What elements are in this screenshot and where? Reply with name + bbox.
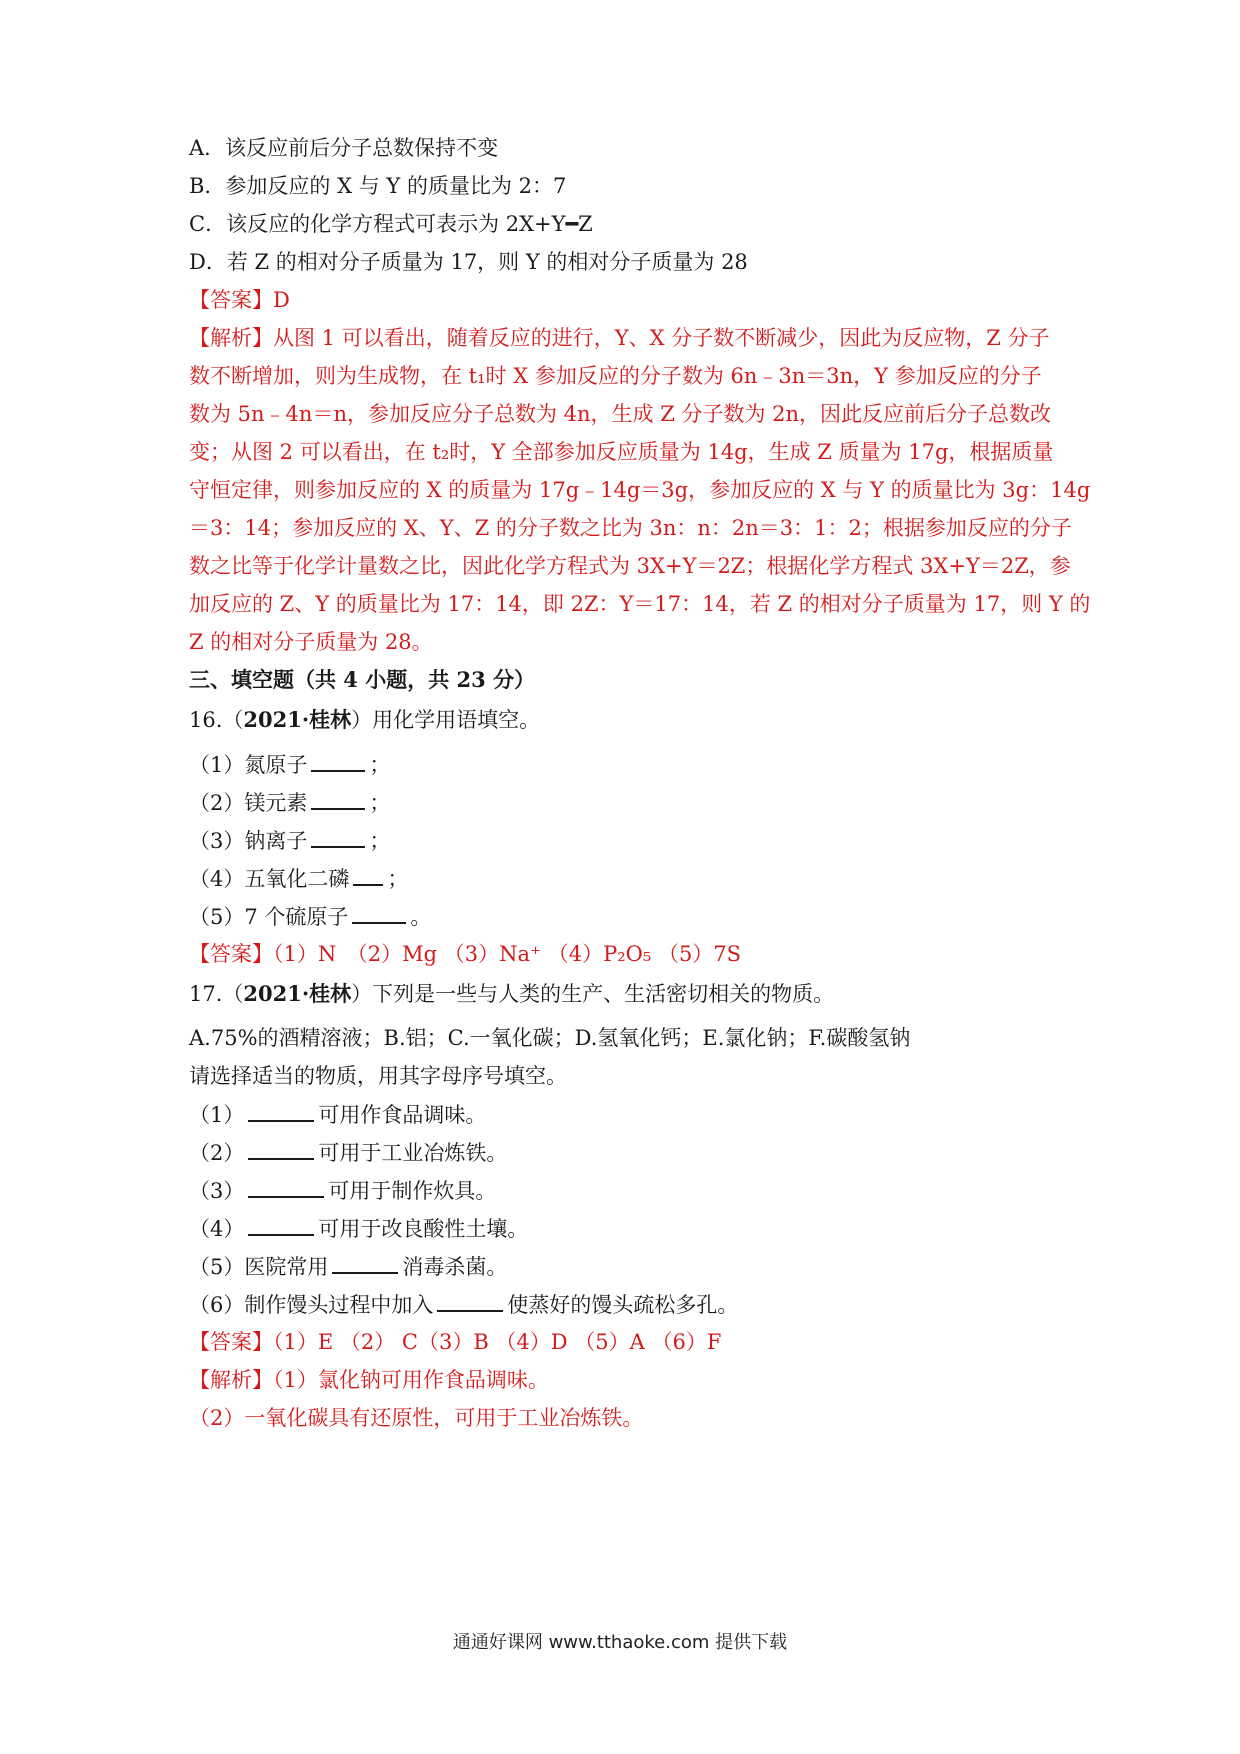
answer-text: （1）N （2）Mg （3）Na⁺ （4）P₂O₅ （5）7S: [273, 942, 742, 966]
item-text: 消毒杀菌。: [402, 1255, 508, 1279]
question-source: 2021·桂林: [243, 707, 352, 732]
item-label: （3）: [189, 1179, 245, 1203]
option-b: B．参加反应的 X 与 Y 的质量比为 2：7: [189, 174, 567, 198]
answer-label: 【答案】: [189, 1330, 273, 1354]
item-label: （6）制作馒头过程中加入: [189, 1293, 434, 1317]
answer-blank[interactable]: [353, 864, 383, 886]
item-label: （2）镁元素: [189, 791, 308, 815]
q15-analysis-line: Z 的相对分子质量为 28。: [189, 630, 433, 654]
question-source: 2021·桂林: [243, 981, 352, 1006]
item-end: 。: [410, 905, 432, 929]
answer-blank[interactable]: [248, 1214, 314, 1236]
item-label: （4）五氧化二磷: [189, 867, 350, 891]
analysis-text: 从图 1 可以看出，随着反应的进行，Y、X 分子数不断减少，因此为反应物，Z 分子: [273, 326, 1050, 350]
source-close: ）: [351, 982, 373, 1006]
answer-text: （1）E （2） C（3）B （4）D （5）A （6）F: [273, 1330, 722, 1354]
item-label: （3）钠离子: [189, 829, 308, 853]
answer-blank[interactable]: [352, 902, 406, 924]
item-end: ；: [369, 753, 391, 777]
q17-answer: [189, 1328, 1059, 1356]
item-text: 可用于改良酸性土壤。: [318, 1217, 529, 1241]
q16-item: [189, 826, 1059, 855]
q15-analysis-line: 数不断增加，则为生成物，在 t₁时 X 参加反应的分子数为 6n﹣3n＝3n，Y 参加反应的分子: [189, 364, 1042, 388]
item-text: 可用于工业冶炼铁。: [318, 1141, 508, 1165]
q15-analysis-line: 数之比等于化学计量数之比，因此化学方程式为 3X+Y＝2Z；根据化学方程式 3X+Y＝2Z，参: [189, 554, 1071, 578]
answer-blank[interactable]: [311, 826, 365, 848]
answer-blank[interactable]: [437, 1290, 503, 1312]
answer-blank[interactable]: [311, 750, 365, 772]
section-title: 三、填空题（共 4 小题，共 23 分）: [189, 667, 536, 692]
item-label: （5）7 个硫原子: [189, 905, 349, 929]
analysis-text: （1）氯化钠可用作食品调味。: [273, 1368, 549, 1392]
answer-blank[interactable]: [248, 1176, 324, 1198]
question-number: 17.（: [189, 982, 244, 1006]
q17-materials: A.75%的酒精溶液；B.铝；C.一氧化碳；D.氢氧化钙；E.氯化钠；F.碳酸氢钠: [189, 1026, 911, 1050]
answer-blank[interactable]: [332, 1252, 398, 1274]
q17-item: [189, 1176, 1059, 1205]
item-end: ；: [369, 829, 391, 853]
q16-answer: [189, 940, 1059, 968]
item-label: （1）: [189, 1103, 245, 1127]
analysis-label: 【解析】: [189, 326, 273, 350]
option-a: A．该反应前后分子总数保持不变: [189, 136, 499, 160]
q15-analysis-line: 加反应的 Z、Y 的质量比为 17：14，即 2Z：Y＝17：14，若 Z 的相对分子质量为 17，则 Y 的: [189, 592, 1091, 616]
q15-analysis-line: ＝3：14；参加反应的 X、Y、Z 的分子数之比为 3n：n：2n＝3：1：2；根据参加反应的分子: [189, 516, 1072, 540]
q15-answer: 【答案】D: [189, 288, 290, 312]
q16-item: [189, 750, 1059, 779]
analysis-label: 【解析】: [189, 1368, 273, 1392]
item-label: （1）氮原子: [189, 753, 308, 777]
q17-item: [189, 1252, 1059, 1281]
q16-item: [189, 902, 1059, 931]
item-label: （2）: [189, 1141, 245, 1165]
q17-item: [189, 1100, 1059, 1129]
option-c: C．该反应的化学方程式可表示为 2X+Y━Z: [189, 212, 593, 236]
item-text: 可用于制作炊具。: [328, 1179, 497, 1203]
q16-item: [189, 788, 1059, 817]
q17-item: [189, 1214, 1059, 1243]
item-text: 可用作食品调味。: [318, 1103, 487, 1127]
question-number: 16.（: [189, 708, 244, 732]
answer-blank[interactable]: [311, 788, 365, 810]
q17-instruction: 请选择适当的物质，用其字母序号填空。: [189, 1064, 567, 1088]
item-label: （4）: [189, 1217, 245, 1241]
option-d: D．若 Z 的相对分子质量为 17，则 Y 的相对分子质量为 28: [189, 250, 748, 274]
item-text: 使蒸好的馒头疏松多孔。: [507, 1293, 739, 1317]
source-close: ）: [351, 708, 373, 732]
item-label: （5）医院常用: [189, 1255, 329, 1279]
answer-label: 【答案】: [189, 942, 273, 966]
q17-item: [189, 1290, 1059, 1319]
q17-item: [189, 1138, 1059, 1167]
q17-analysis-line: （2）一氧化碳具有还原性，可用于工业冶炼铁。: [189, 1406, 644, 1430]
item-end: ；: [369, 791, 391, 815]
q15-analysis-line: 变；从图 2 可以看出，在 t₂时，Y 全部参加反应质量为 14g，生成 Z 质量为 17g，根据质量: [189, 440, 1054, 464]
question-text: 用化学用语填空。: [372, 708, 541, 732]
q15-analysis-line: [189, 324, 1059, 352]
page-footer: 通通好课网 www.tthaoke.com 提供下载: [452, 1632, 788, 1653]
q15-analysis-line: 数为 5n﹣4n＝n，参加反应分子总数为 4n，生成 Z 分子数为 2n，因此反应前后分子总数改: [189, 402, 1052, 426]
question-text: 下列是一些与人类的生产、生活密切相关的物质。: [372, 982, 835, 1006]
answer-blank[interactable]: [248, 1100, 314, 1122]
q17-analysis: [189, 1366, 1059, 1394]
answer-blank[interactable]: [248, 1138, 314, 1160]
q17-stem: [189, 980, 1059, 1008]
q16-stem: [189, 706, 1059, 734]
item-end: ；: [387, 867, 409, 891]
q15-analysis-line: 守恒定律，则参加反应的 X 的质量为 17g﹣14g＝3g，参加反应的 X 与 Y 的质量比为 3g：14g: [189, 478, 1091, 502]
q16-item: [189, 864, 1059, 893]
